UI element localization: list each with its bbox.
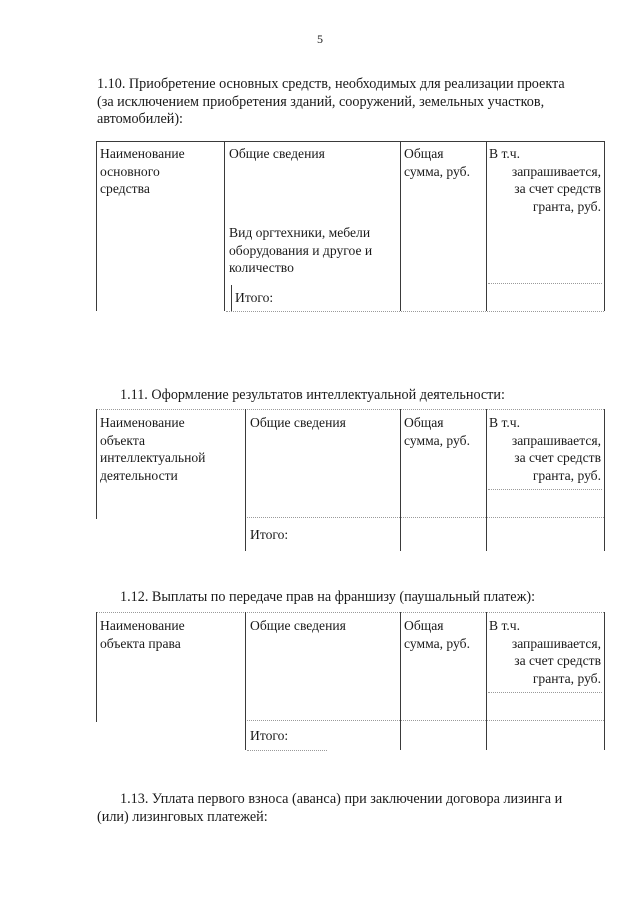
table-border-right — [604, 612, 605, 750]
section-1-13-heading — [97, 791, 602, 826]
column-divider — [245, 409, 246, 551]
section-1-11-heading: 1.11. Оформление результатов интеллектуальной деятельности: — [120, 387, 505, 403]
column-header-grant-amount: В т.ч. запрашивается, за счет средств гранта, руб. — [489, 618, 601, 686]
column-divider — [245, 612, 246, 750]
equipment-note: Вид оргтехники, мебели оборудования и другое и количество — [229, 225, 373, 275]
table-border-left — [96, 141, 97, 311]
row-divider — [488, 283, 602, 284]
column-divider — [486, 612, 487, 750]
heading-line: автомобилей): — [97, 111, 183, 127]
column-header-grant-amount: В т.ч. запрашивается, за счет средств гранта, руб. — [489, 415, 601, 483]
column-divider — [400, 141, 401, 311]
row-divider — [226, 311, 604, 312]
total-label: Итого: — [250, 728, 289, 743]
row-divider — [247, 517, 604, 518]
column-header-right-object: Наименование объекта права — [100, 618, 185, 651]
total-label: Итого: — [235, 290, 274, 305]
column-header-total-sum: Общая сумма, руб. — [404, 146, 470, 179]
heading-line: 1.10. Приобретение основных средств, необходимых для реализации проекта — [97, 76, 565, 92]
column-header-total-sum: Общая сумма, руб. — [404, 618, 470, 651]
row-divider — [488, 692, 602, 693]
column-header-general-info: Общие сведения — [229, 146, 325, 161]
heading-line: (за исключением приобретения зданий, сооружений, земельных участков, — [97, 93, 545, 110]
column-divider — [486, 141, 487, 311]
total-row-marker — [231, 285, 232, 311]
column-divider — [486, 409, 487, 551]
page-number: 5 — [317, 32, 323, 46]
table-border-top — [96, 612, 604, 613]
table-border-right — [604, 409, 605, 551]
column-divider — [224, 141, 225, 311]
column-header-object-name: Наименование объекта интеллектуальной деятельности — [100, 415, 206, 483]
column-header-total-sum: Общая сумма, руб. — [404, 415, 470, 448]
table-border-top — [96, 409, 604, 410]
row-divider — [247, 720, 604, 721]
section-1-12-heading: 1.12. Выплаты по передаче прав на франшизу (паушальный платеж): — [120, 589, 536, 605]
column-header-grant-amount: В т.ч. запрашивается, за счет средств гранта, руб. — [489, 146, 601, 214]
column-divider — [400, 409, 401, 551]
row-divider — [247, 750, 327, 751]
heading-line: (или) лизинговых платежей: — [97, 808, 268, 825]
row-divider — [488, 489, 602, 490]
table-border-left — [96, 612, 97, 722]
total-label: Итого: — [250, 527, 289, 542]
column-header-general-info: Общие сведения — [250, 618, 346, 633]
heading-line: 1.13. Уплата первого взноса (аванса) при заключении договора лизинга и — [120, 791, 563, 807]
section-1-10-heading — [97, 76, 602, 129]
table-border-right — [604, 141, 605, 311]
column-header-name: Наименование основного средства — [100, 146, 185, 196]
column-divider — [400, 612, 401, 750]
column-header-general-info: Общие сведения — [250, 415, 346, 430]
table-border-left — [96, 409, 97, 519]
table-border-top — [96, 141, 604, 142]
